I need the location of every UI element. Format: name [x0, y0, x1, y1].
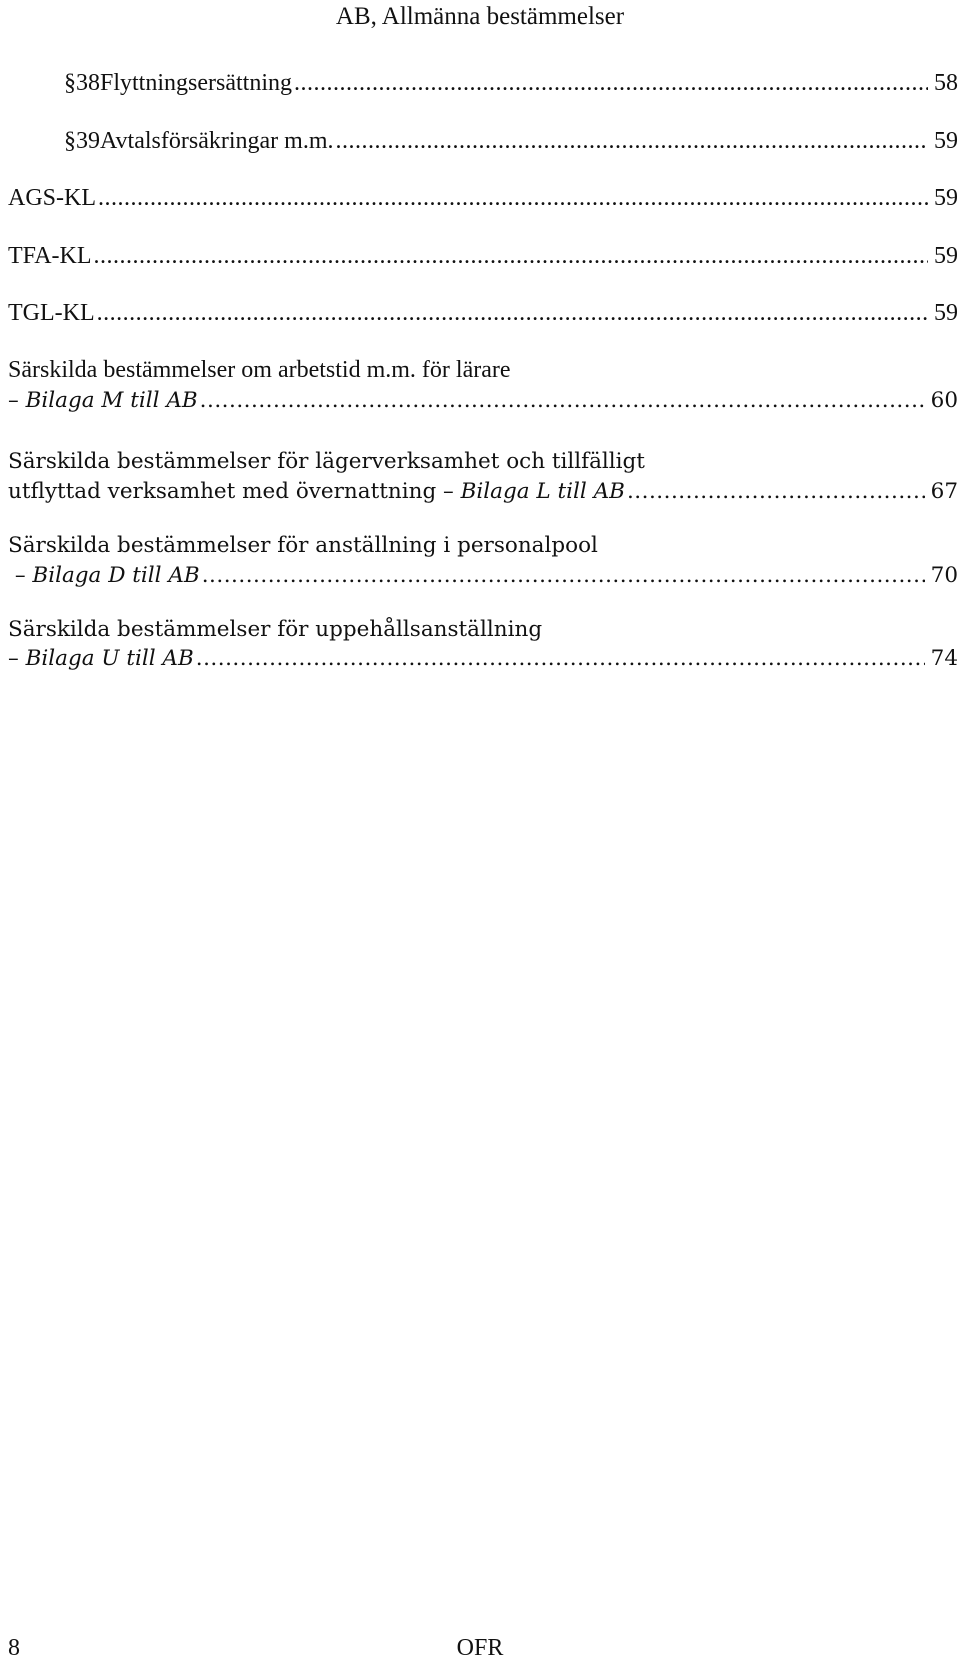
entry-prefix: utflyttad verksamhet med övernattning – — [8, 479, 461, 504]
entry-prefix: – — [8, 646, 26, 671]
toc-entry-bilaga-d — [8, 562, 958, 590]
dot-leader — [94, 241, 928, 271]
toc-entry-page: 67 — [930, 479, 958, 504]
toc-item-page: 58 — [934, 70, 958, 96]
toc-item-tfa-kl — [8, 241, 958, 271]
section-number: 38 — [76, 70, 100, 96]
dot-leader — [97, 298, 928, 328]
toc-item-39 — [8, 126, 958, 156]
page-header: AB, Allmänna bestämmelser — [335, 3, 625, 30]
dot-leader — [200, 387, 925, 415]
dot-leader — [336, 126, 929, 156]
toc-entry-bilaga-u — [8, 645, 958, 673]
toc-item-title: Avtalsförsäkringar m.m. — [100, 128, 334, 154]
entry-appendix-name: Bilaga U till AB — [25, 646, 194, 671]
entry-appendix-name: Bilaga D till AB — [32, 563, 200, 588]
toc-item-title: AGS-KL — [8, 185, 96, 211]
toc-item-page: 59 — [934, 243, 958, 269]
entry-appendix-name: Bilaga M till AB — [25, 388, 198, 413]
dot-leader — [627, 478, 925, 506]
entry-prefix: – — [8, 563, 33, 588]
toc-item-title: TGL-KL — [8, 300, 95, 326]
toc-item-page: 59 — [934, 128, 958, 154]
footer-page-number: 8 — [8, 1635, 20, 1661]
footer-publisher: OFR — [456, 1635, 504, 1661]
toc-item-title: Flyttningsersättning — [100, 70, 292, 96]
entry-prefix: – — [8, 388, 26, 413]
toc-item-ags-kl — [8, 183, 958, 213]
dot-leader — [196, 645, 925, 673]
toc-entry-page: 60 — [930, 388, 958, 413]
entry-appendix-name: Bilaga L till AB — [460, 479, 625, 504]
toc-entry-bilaga-d-title: Särskilda bestämmelser för anställning i personalpool — [8, 533, 598, 558]
toc-entry-bilaga-l — [8, 478, 958, 506]
toc-item-page: 59 — [934, 300, 958, 326]
section-number: 39 — [76, 128, 100, 154]
dot-leader — [98, 183, 928, 213]
toc-entry-bilaga-m — [8, 387, 958, 415]
section-sign: § — [64, 70, 76, 96]
dot-leader — [294, 68, 928, 98]
toc-entry-page: 70 — [930, 563, 958, 588]
dot-leader — [202, 562, 925, 590]
toc-entry-bilaga-l-title: Särskilda bestämmelser för lägerverksamhet och tillfälligt — [8, 449, 645, 474]
toc-item-tgl-kl — [8, 298, 958, 328]
toc-item-page: 59 — [934, 185, 958, 211]
toc-entry-bilaga-u-title: Särskilda bestämmelser för uppehållsanställning — [8, 617, 543, 642]
section-sign: § — [64, 128, 76, 154]
toc-entry-page: 74 — [930, 646, 958, 671]
toc-entry-bilaga-m-title: Särskilda bestämmelser om arbetstid m.m. för lärare — [8, 357, 511, 383]
toc-item-38 — [8, 68, 958, 98]
toc-item-title: TFA-KL — [8, 243, 92, 269]
